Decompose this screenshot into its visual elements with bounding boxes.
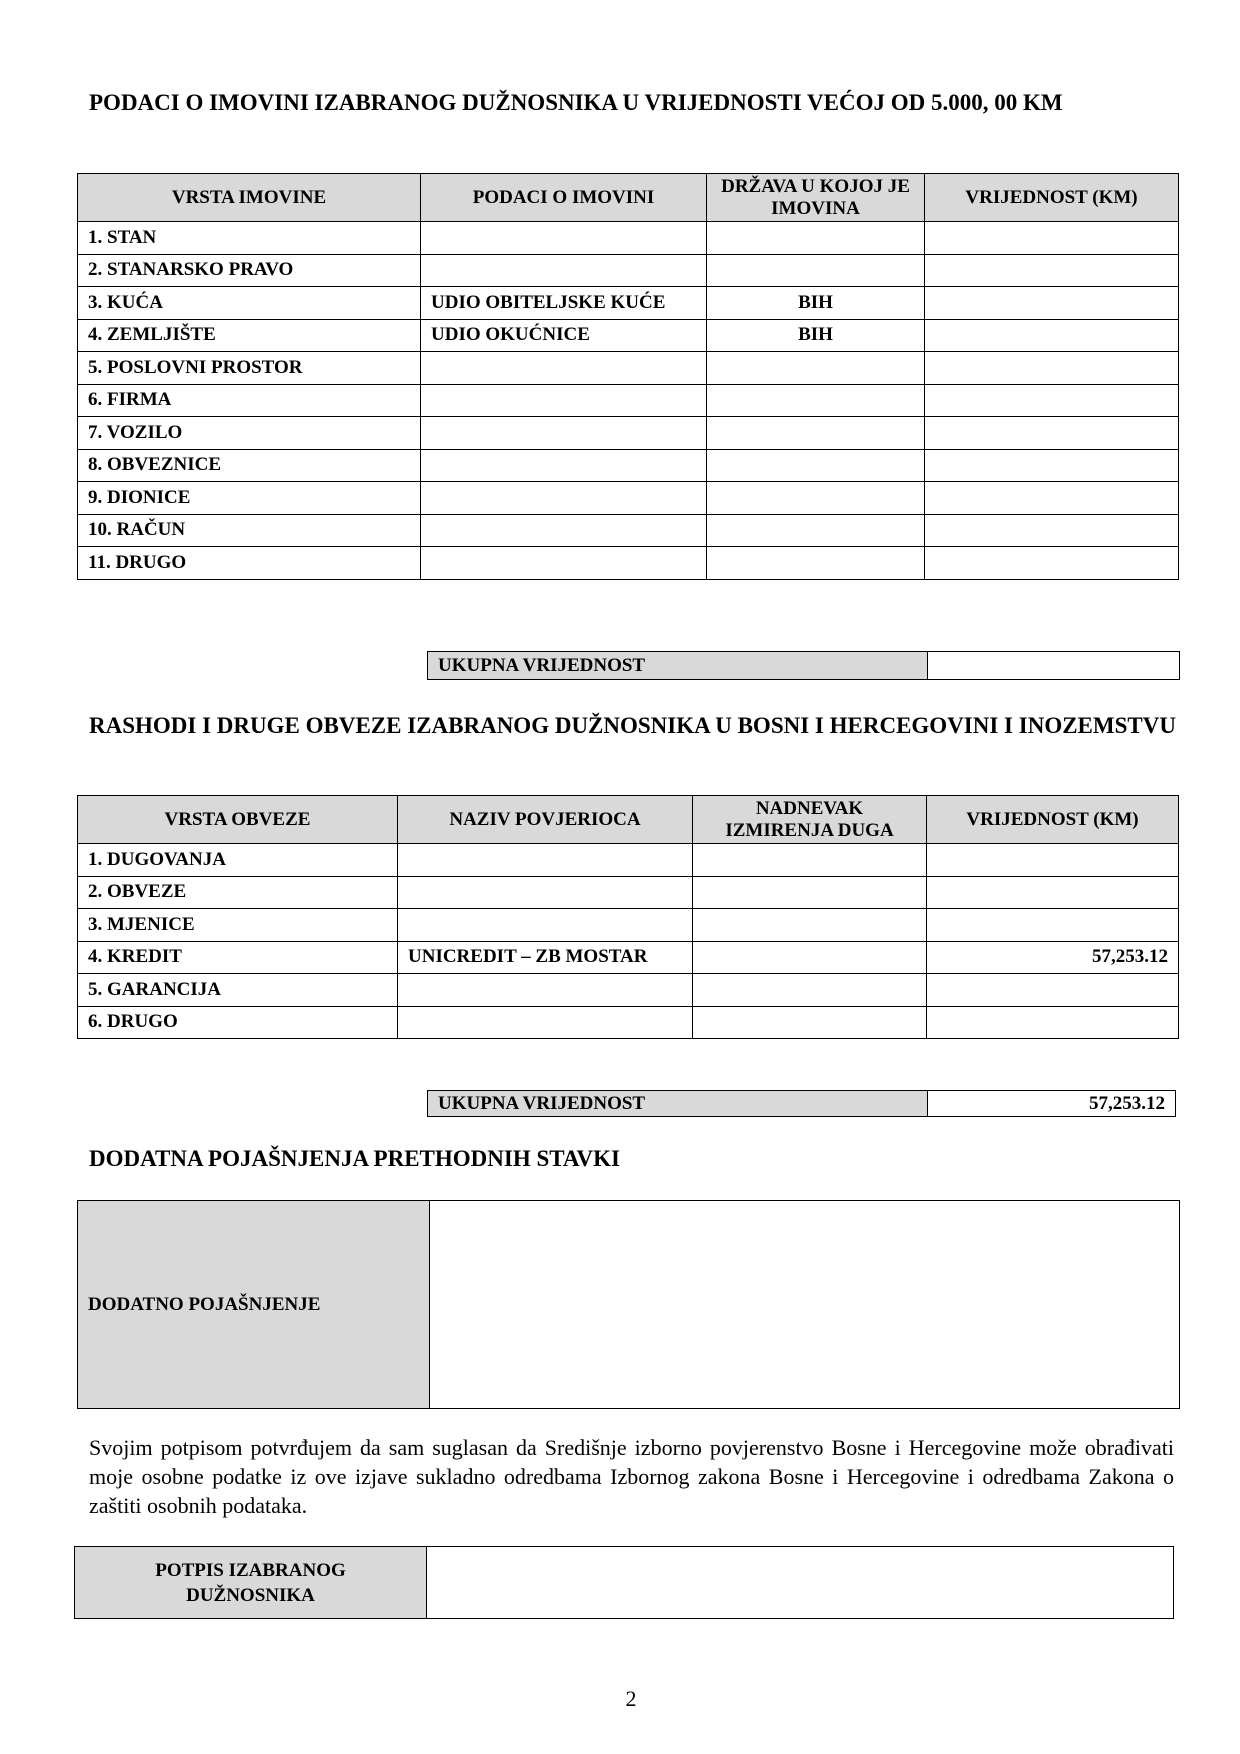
- obligations-cell-country[interactable]: [693, 974, 927, 1007]
- assets-cell-details[interactable]: [421, 514, 707, 547]
- assets-header-details: PODACI O IMOVINI: [421, 174, 707, 222]
- assets-total-label: UKUPNA VRIJEDNOST: [428, 652, 928, 680]
- obligations-cell-type: 6. DRUGO: [78, 1006, 398, 1039]
- obligations-header-due-date: NADNEVAK IZMIRENJA DUGA: [693, 796, 927, 844]
- assets-cell-country[interactable]: [707, 547, 925, 580]
- obligations-row: [78, 844, 1179, 877]
- assets-cell-country[interactable]: [707, 482, 925, 515]
- obligations-cell-value[interactable]: [927, 876, 1179, 909]
- assets-cell-details[interactable]: [421, 352, 707, 385]
- assets-cell-details[interactable]: UDIO OBITELJSKE KUĆE: [421, 287, 707, 320]
- assets-cell-country[interactable]: [707, 449, 925, 482]
- assets-cell-value[interactable]: [925, 417, 1179, 450]
- assets-cell-value[interactable]: [925, 222, 1179, 255]
- obligations-cell-details[interactable]: [398, 876, 693, 909]
- assets-cell-value[interactable]: [925, 514, 1179, 547]
- obligations-total-label: UKUPNA VRIJEDNOST: [428, 1091, 928, 1117]
- obligations-cell-country[interactable]: [693, 876, 927, 909]
- assets-cell-type: 8. OBVEZNICE: [78, 449, 421, 482]
- assets-cell-details[interactable]: UDIO OKUĆNICE: [421, 319, 707, 352]
- assets-cell-country[interactable]: BIH: [707, 319, 925, 352]
- section-3-title: DODATNA POJAŠNJENJA PRETHODNIH STAVKI: [89, 1146, 620, 1171]
- assets-cell-value[interactable]: [925, 352, 1179, 385]
- obligations-cell-type: 4. KREDIT: [78, 941, 398, 974]
- obligations-cell-type: 5. GARANCIJA: [78, 974, 398, 1007]
- assets-cell-type: 6. FIRMA: [78, 384, 421, 417]
- consent-statement: Svojim potpisom potvrđujem da sam suglasan da Središnje izborno povjerenstvo Bosne i Hercegovine može obrađivati moje osobne podatke iz ove izjave sukladno odredbama Izbornog zakona Bosne i Hercegovine i odredbama Zakona o zaštiti osobnih podataka.: [89, 1435, 1174, 1518]
- assets-cell-value[interactable]: [925, 319, 1179, 352]
- obligations-total: [427, 1090, 1176, 1117]
- assets-header-country: DRŽAVA U KOJOJ JE IMOVINA: [707, 174, 925, 222]
- explanation-field[interactable]: [430, 1201, 1180, 1409]
- assets-row: [78, 417, 1179, 450]
- obligations-total-value[interactable]: 57,253.12: [928, 1091, 1176, 1117]
- obligations-row: [78, 941, 1179, 974]
- assets-table: [77, 173, 1179, 580]
- signature-field[interactable]: [427, 1547, 1174, 1619]
- assets-cell-details[interactable]: [421, 417, 707, 450]
- assets-row: [78, 319, 1179, 352]
- obligations-row: [78, 876, 1179, 909]
- assets-cell-value[interactable]: [925, 547, 1179, 580]
- assets-row: [78, 482, 1179, 515]
- assets-cell-value[interactable]: [925, 449, 1179, 482]
- assets-row: [78, 514, 1179, 547]
- assets-total-value[interactable]: [928, 652, 1180, 680]
- assets-cell-details[interactable]: [421, 254, 707, 287]
- assets-cell-country[interactable]: [707, 384, 925, 417]
- section-1-title: PODACI O IMOVINI IZABRANOG DUŽNOSNIKA U VRIJEDNOSTI VEĆOJ OD 5.000, 00 KM: [89, 90, 1063, 115]
- explanation-table: [77, 1200, 1180, 1409]
- obligations-cell-value[interactable]: [927, 974, 1179, 1007]
- assets-cell-details[interactable]: [421, 384, 707, 417]
- assets-cell-details[interactable]: [421, 222, 707, 255]
- explanation-label: DODATNO POJAŠNJENJE: [78, 1201, 430, 1409]
- obligations-cell-country[interactable]: [693, 909, 927, 942]
- assets-cell-value[interactable]: [925, 482, 1179, 515]
- assets-row: [78, 352, 1179, 385]
- assets-row: [78, 254, 1179, 287]
- obligations-cell-details[interactable]: UNICREDIT – ZB MOSTAR: [398, 941, 693, 974]
- assets-cell-type: 2. STANARSKO PRAVO: [78, 254, 421, 287]
- obligations-cell-details[interactable]: [398, 1006, 693, 1039]
- obligations-header-value: VRIJEDNOST (KM): [927, 796, 1179, 844]
- assets-row: [78, 449, 1179, 482]
- assets-header-value: VRIJEDNOST (KM): [925, 174, 1179, 222]
- obligations-cell-country[interactable]: [693, 941, 927, 974]
- obligations-row: [78, 974, 1179, 1007]
- obligations-cell-value[interactable]: [927, 909, 1179, 942]
- assets-cell-country[interactable]: [707, 514, 925, 547]
- assets-cell-value[interactable]: [925, 254, 1179, 287]
- section-2-title: RASHODI I DRUGE OBVEZE IZABRANOG DUŽNOSNIKA U BOSNI I HERCEGOVINI I INOZEMSTVU: [89, 713, 1176, 738]
- assets-row: [78, 222, 1179, 255]
- obligations-cell-value[interactable]: 57,253.12: [927, 941, 1179, 974]
- obligations-cell-country[interactable]: [693, 844, 927, 877]
- assets-cell-country[interactable]: BIH: [707, 287, 925, 320]
- assets-cell-details[interactable]: [421, 547, 707, 580]
- assets-cell-type: 5. POSLOVNI PROSTOR: [78, 352, 421, 385]
- obligations-cell-value[interactable]: [927, 844, 1179, 877]
- signature-table: [74, 1546, 1174, 1619]
- assets-row: [78, 547, 1179, 580]
- obligations-row: [78, 909, 1179, 942]
- assets-cell-type: 10. RAČUN: [78, 514, 421, 547]
- obligations-cell-details[interactable]: [398, 909, 693, 942]
- obligations-header-creditor: NAZIV POVJERIOCA: [398, 796, 693, 844]
- assets-cell-details[interactable]: [421, 449, 707, 482]
- obligations-cell-details[interactable]: [398, 974, 693, 1007]
- obligations-cell-value[interactable]: [927, 1006, 1179, 1039]
- assets-cell-country[interactable]: [707, 254, 925, 287]
- assets-header-row: [78, 174, 1179, 222]
- assets-cell-details[interactable]: [421, 482, 707, 515]
- assets-cell-type: 11. DRUGO: [78, 547, 421, 580]
- page-number: 2: [625, 1686, 637, 1711]
- assets-cell-type: 7. VOZILO: [78, 417, 421, 450]
- assets-cell-country[interactable]: [707, 222, 925, 255]
- obligations-row: [78, 1006, 1179, 1039]
- obligations-table: [77, 795, 1179, 1039]
- assets-cell-value[interactable]: [925, 384, 1179, 417]
- obligations-header-row: [78, 796, 1179, 844]
- obligations-cell-type: 3. MJENICE: [78, 909, 398, 942]
- signature-label: POTPIS IZABRANOG DUŽNOSNIKA: [75, 1547, 427, 1619]
- assets-row: [78, 287, 1179, 320]
- assets-cell-country[interactable]: [707, 352, 925, 385]
- assets-cell-country[interactable]: [707, 417, 925, 450]
- obligations-cell-details[interactable]: [398, 844, 693, 877]
- assets-header-type: VRSTA IMOVINE: [78, 174, 421, 222]
- assets-cell-type: 4. ZEMLJIŠTE: [78, 319, 421, 352]
- assets-cell-type: 9. DIONICE: [78, 482, 421, 515]
- assets-cell-type: 3. KUĆA: [78, 287, 421, 320]
- assets-total: [427, 651, 1180, 680]
- assets-row: [78, 384, 1179, 417]
- assets-cell-type: 1. STAN: [78, 222, 421, 255]
- obligations-header-type: VRSTA OBVEZE: [78, 796, 398, 844]
- obligations-cell-country[interactable]: [693, 1006, 927, 1039]
- obligations-cell-type: 2. OBVEZE: [78, 876, 398, 909]
- assets-cell-value[interactable]: [925, 287, 1179, 320]
- obligations-cell-type: 1. DUGOVANJA: [78, 844, 398, 877]
